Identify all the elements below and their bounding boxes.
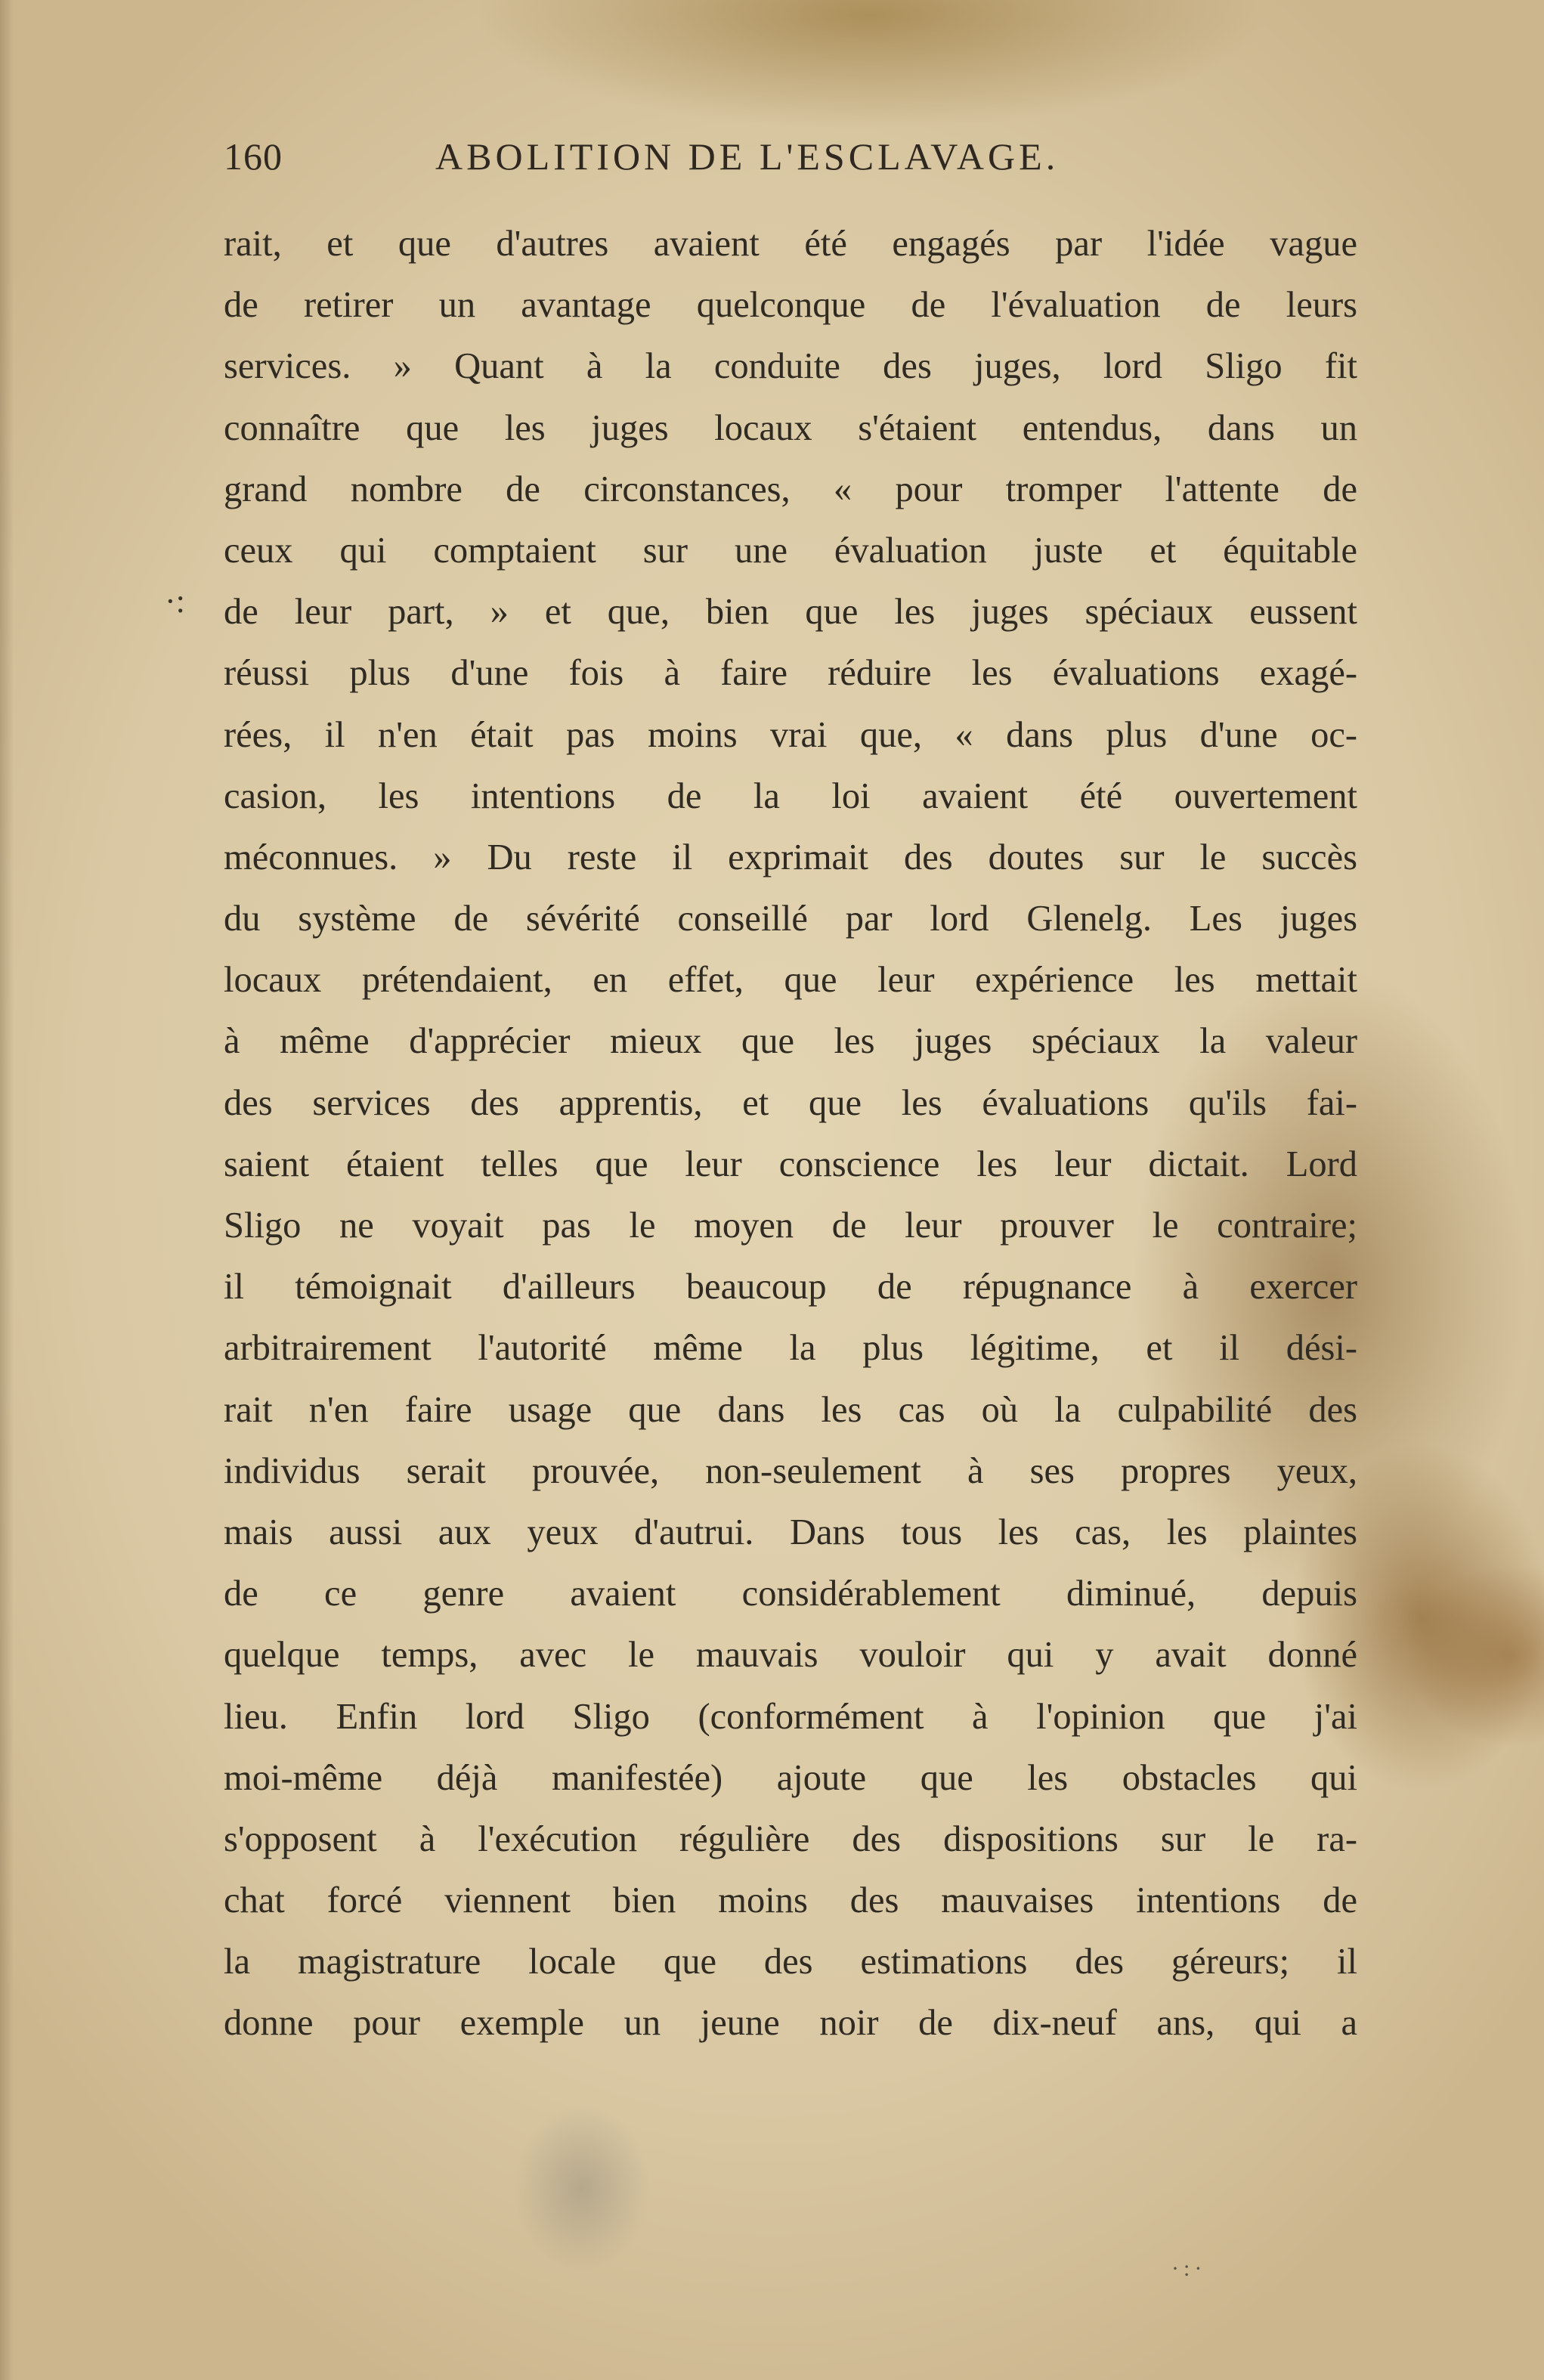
text-line: réussi plus d'une fois à faire réduire les évaluations exagé-: [224, 653, 1357, 694]
text-line: connaître que les juges locaux s'étaient entendus, dans un: [224, 407, 1357, 448]
text-line: rait n'en faire usage que dans les cas où la culpabilité des: [224, 1389, 1357, 1430]
text-line: donne pour exemple un jeune noir de dix-neuf ans, qui a: [224, 2003, 1357, 2044]
text-line: de retirer un avantage quelconque de l'évaluation de leurs: [224, 285, 1357, 326]
text-line: il témoignait d'ailleurs beaucoup de répugnance à exercer: [224, 1267, 1357, 1308]
text-line: à même d'apprécier mieux que les juges spéciaux la valeur: [224, 1021, 1357, 1062]
body-text: [224, 213, 1357, 2054]
text-line: services. » Quant à la conduite des juges, lord Sligo fit: [224, 346, 1357, 387]
text-line: rées, il n'en était pas moins vrai que, « dans plus d'une oc-: [224, 714, 1357, 755]
text-line: du système de sévérité conseillé par lord Glenelg. Les juges: [224, 899, 1357, 939]
text-line: moi-même déjà manifestée) ajoute que les obstacles qui: [224, 1757, 1357, 1798]
text-line: arbitrairement l'autorité même la plus légitime, et il dési-: [224, 1328, 1357, 1369]
margin-mark: ·:: [165, 583, 185, 620]
text-line: individus serait prouvée, non-seulement à ses propres yeux,: [224, 1450, 1357, 1491]
text-line: grand nombre de circonstances, « pour tromper l'attente de: [224, 469, 1357, 509]
text-line: de leur part, » et que, bien que les juges spéciaux eussent: [224, 592, 1357, 633]
text-line: chat forcé viennent bien moins des mauvaises intentions de: [224, 1880, 1357, 1921]
text-line: locaux prétendaient, en effet, que leur expérience les mettait: [224, 960, 1357, 1001]
text-line: la magistrature locale que des estimations des géreurs; il: [224, 1942, 1357, 1982]
text-line: méconnues. » Du reste il exprimait des doutes sur le succès: [224, 837, 1357, 877]
text-line: lieu. Enfin lord Sligo (conformément à l'opinion que j'ai: [224, 1696, 1357, 1737]
text-line: de ce genre avaient considérablement diminué, depuis: [224, 1574, 1357, 1614]
text-line: des services des apprentis, et que les évaluations qu'ils fai-: [224, 1082, 1357, 1123]
text-line: Sligo ne voyait pas le moyen de leur prouver le contraire;: [224, 1205, 1357, 1246]
text-line: quelque temps, avec le mauvais vouloir qui y avait donné: [224, 1635, 1357, 1676]
page-number: 160: [224, 135, 283, 178]
running-title: ABOLITION DE L'ESCLAVAGE.: [435, 135, 1060, 178]
text-line: rait, et que d'autres avaient été engagés par l'idée vague: [224, 224, 1357, 264]
text-line: s'opposent à l'exécution régulière des dispositions sur le ra-: [224, 1818, 1357, 1859]
paper-specks: ·:·: [1171, 2256, 1207, 2281]
text-line: casion, les intentions de la loi avaient été ouvertement: [224, 775, 1357, 816]
text-line: mais aussi aux yeux d'autrui. Dans tous les cas, les plaintes: [224, 1512, 1357, 1552]
page-edge-shadow: [0, 0, 14, 2380]
text-line: saient étaient telles que leur conscience les leur dictait. Lord: [224, 1144, 1357, 1184]
page-header: [224, 135, 1146, 187]
text-line: ceux qui comptaient sur une évaluation juste et équitable: [224, 530, 1357, 571]
